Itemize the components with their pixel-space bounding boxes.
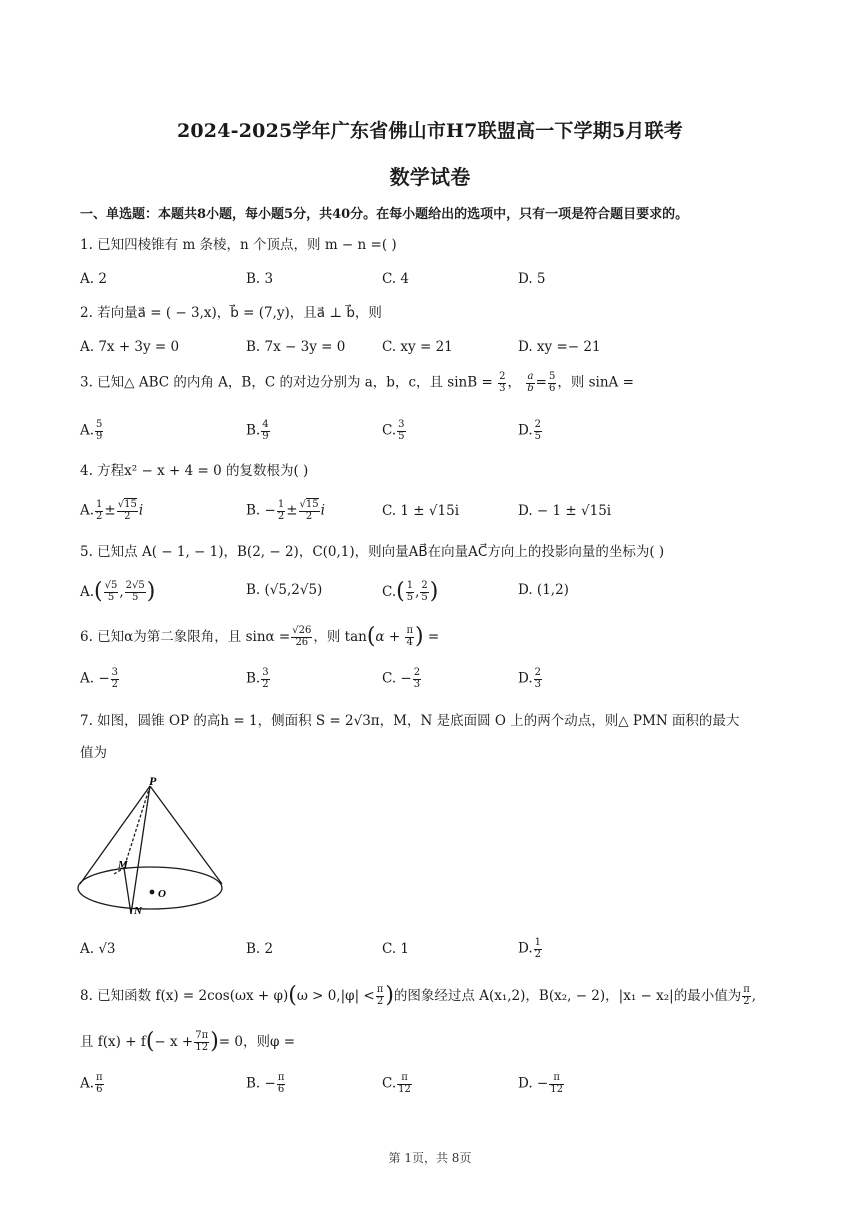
section-heading: 一、单选题：本题共8小题，每小题5分，共40分。在每小题给出的选项中，只有一项是符合题目要求的。	[80, 207, 689, 222]
q3-option-a: A. $\frac{5}{9}$	[80, 419, 103, 442]
label-m: M	[118, 859, 128, 871]
question-8-stem-line2: 且 f(x) + f(− x + $\frac{7\pi}{12}$ )= 0，则φ =	[80, 1029, 296, 1054]
q2-option-b: B. 7x − 3y = 0	[246, 339, 346, 355]
question-5-stem: 5. 已知点 A( − 1, − 1)，B(2, − 2)，C(0,1)，则向量AB⃗在向量AC⃗方向上的投影向量的坐标为( )	[80, 544, 665, 560]
q5-option-b: B. (√5,2√5)	[246, 582, 323, 598]
q1-option-a: A. 2	[80, 271, 107, 287]
q4-option-b: B. − $\frac{1}{2}$ ± $\frac{√15}{2}$ i	[246, 499, 325, 522]
q7-option-a: A. √3	[80, 941, 116, 957]
q8-option-d: D. − $\frac{\pi}{12}$	[518, 1072, 563, 1095]
cone-diagram	[76, 776, 228, 918]
q2-option-c: C. xy = 21	[382, 339, 453, 355]
label-n: N	[134, 905, 142, 917]
question-7-stem-line2: 值为	[80, 745, 107, 761]
question-2-stem: 2. 若向量a⃗ = ( − 3,x)，b⃗ = (7,y)，且a⃗ ⊥ b⃗，则	[80, 305, 382, 321]
q8-option-a: A. $\frac{\pi}{6}$	[80, 1072, 103, 1095]
q7-option-b: B. 2	[246, 941, 274, 957]
q6-option-c: C. − $\frac{2}{3}$	[382, 667, 421, 690]
page-footer: 第 1页，共 8页	[388, 1151, 472, 1165]
q5-option-c: C.( $\frac{1}{5}$ , $\frac{2}{5}$ )	[382, 579, 439, 604]
q1-option-c: C. 4	[382, 271, 410, 287]
q5-option-d: D. (1,2)	[518, 582, 569, 598]
q3-option-c: C. $\frac{3}{5}$	[382, 419, 405, 442]
exam-title: 2024-2025学年广东省佛山市H7联盟高一下学期5月联考	[176, 120, 684, 142]
question-6-stem: 6. 已知α为第二象限角，且 sinα = $\frac{√26}{26}$ ，则 tan(α + $\frac{\pi}{4}$ ) =	[80, 624, 440, 649]
fraction: $\frac{5}{6}$	[548, 371, 556, 394]
segment-MN	[124, 868, 131, 914]
q6-option-a: A. − $\frac{3}{2}$	[80, 667, 119, 690]
label-p: P	[149, 776, 157, 788]
q4-option-d: D. − 1 ± √15i	[518, 503, 612, 519]
q8-option-b: B. − $\frac{\pi}{6}$	[246, 1072, 285, 1095]
cone-base-ellipse	[78, 867, 222, 909]
q4-option-a: A. $\frac{1}{2}$ ± $\frac{√15}{2}$ i	[80, 499, 144, 522]
q1-option-d: D. 5	[518, 271, 546, 287]
question-4-stem: 4. 方程x² − x + 4 = 0 的复数根为( )	[80, 463, 309, 479]
fraction: $\frac{2}{3}$	[499, 371, 506, 394]
q5-option-a: A.( $\frac{√5}{5}$ , $\frac{2√5}{5}$ )	[80, 579, 156, 604]
q6-option-b: B. $\frac{3}{2}$	[246, 667, 269, 690]
label-o: O	[158, 888, 166, 900]
center-point-o	[150, 890, 155, 895]
exam-subtitle: 数学试卷	[389, 165, 471, 189]
segment-PM	[124, 786, 150, 868]
segment-PN	[131, 786, 150, 914]
q1-option-b: B. 3	[246, 271, 274, 287]
q2-option-a: A. 7x + 3y = 0	[80, 339, 180, 355]
question-1-stem: 1. 已知四棱锥有 m 条棱，n 个顶点，则 m − n =( )	[80, 237, 397, 253]
q7-option-c: C. 1	[382, 941, 410, 957]
q4-option-c: C. 1 ± √15i	[382, 503, 460, 519]
question-3-stem: 3. 已知△ ABC 的内角 A，B，C 的对边分别为 a，b，c，且 sinB = $\frac{2}{3}$ ， $\frac{a}{b}$ = $\frac{5}{6}$ ，则 sinA =	[80, 371, 634, 394]
q8-option-c: C. $\frac{\pi}{12}$	[382, 1072, 411, 1095]
fraction: $\frac{a}{b}$	[527, 371, 534, 394]
q2-option-d: D. xy =− 21	[518, 339, 601, 355]
question-7-stem-line1: 7. 如图，圆锥 OP 的高h = 1，侧面积 S = 2√3π，M，N 是底面圆 O 上的两个动点，则△ PMN 面积的最大	[80, 713, 740, 729]
q3-option-d: D. $\frac{2}{5}$	[518, 419, 542, 442]
q3-option-b: B. $\frac{4}{9}$	[246, 419, 269, 442]
q6-option-d: D. $\frac{2}{3}$	[518, 667, 542, 690]
q7-option-d: D. $\frac{1}{2}$	[518, 937, 542, 960]
question-8-stem-line1: 8. 已知函数 f(x) = 2cos(ωx + φ)(ω > 0,|φ| < $\frac{\pi}{2}$ )的图象经过点 A(x₁,2)，B(x₂, − 2)，|x₁ − x₂|的最小值为 $\frac{\pi}{2}$ ,	[80, 983, 757, 1008]
